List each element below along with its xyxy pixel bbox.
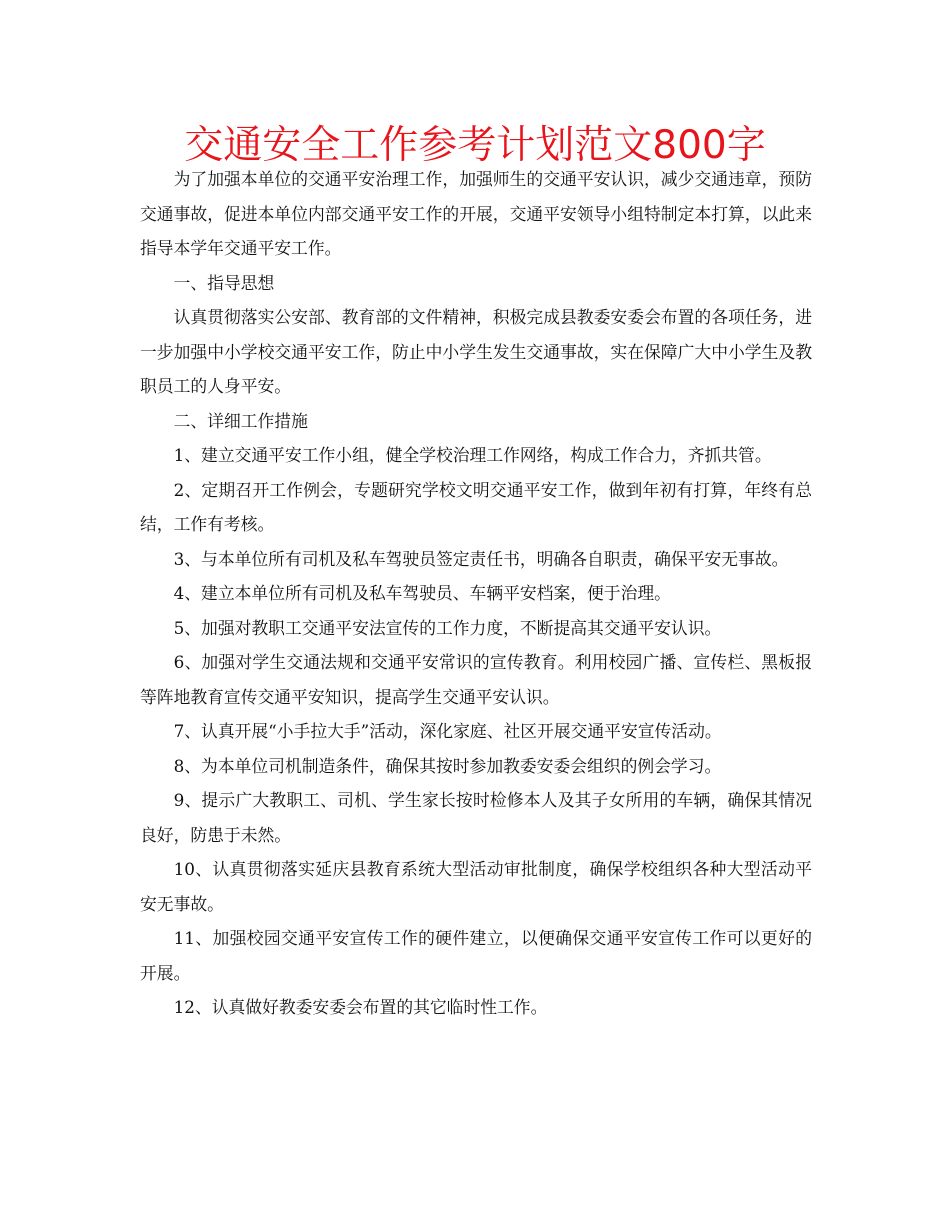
paragraph-guiding-ideas: 认真贯彻落实公安部、教育部的文件精神，积极完成县教委安委会布置的各项任务，进一步加强中小学校交通平安工作，防止中小学生发生交通事故，实在保障广大中小学生及教职员工的人身平安。 [140,307,812,396]
measure-item-12: 12、认真做好教委安委会布置的其它临时性工作。 [173,997,548,1017]
measure-item-9: 9、提示广大教职工、司机、学生家长按时检修本人及其子女所用的车辆，确保其情况良好，防患于未然。 [140,790,812,845]
document-body [140,162,812,1025]
measure-item-11: 11、加强校园交通平安宣传工作的硬件建立，以便确保交通平安宣传工作可以更好的开展。 [140,928,812,983]
measure-item-10: 10、认真贯彻落实延庆县教育系统大型活动审批制度，确保学校组织各种大型活动平安无事故。 [140,859,812,914]
measure-item-6: 6、加强对学生交通法规和交通平安常识的宣传教育。利用校园广播、宣传栏、黑板报等阵地教育宣传交通平安知识，提高学生交通平安认识。 [140,652,812,707]
section-heading-measures: 二、详细工作措施 [173,410,308,431]
measure-item-8: 8、为本单位司机制造条件，确保其按时参加教委安委会组织的例会学习。 [173,755,722,776]
measure-item-1: 1、建立交通平安工作小组，健全学校治理工作网络，构成工作合力，齐抓共管。 [173,445,772,465]
measure-item-5: 5、加强对教职工交通平安法宣传的工作力度，不断提高其交通平安认识。 [173,617,722,638]
measure-item-7: 7、认真开展“小手拉大手”活动，深化家庭、社区开展交通平安宣传活动。 [173,721,722,741]
section-heading-guiding-ideas: 一、指导思想 [173,272,275,293]
document-title: 交通安全工作参考计划范文800字 [184,123,766,168]
measure-item-4: 4、建立本单位所有司机及私车驾驶员、车辆平安档案，便于治理。 [173,583,671,603]
measure-item-2: 2、定期召开工作例会，专题研究学校文明交通平安工作，做到年初有打算，年终有总结，工作有考核。 [140,479,812,534]
paragraph-intro: 为了加强本单位的交通平安治理工作，加强师生的交通平安认识，减少交通违章，预防交通事故，促进本单位内部交通平安工作的开展，交通平安领导小组特制定本打算，以此来指导本学年交通平安工作。 [140,169,812,258]
measure-item-3: 3、与本单位所有司机及私车驾驶员签定责任书，明确各自职责，确保平安无事故。 [173,548,789,569]
